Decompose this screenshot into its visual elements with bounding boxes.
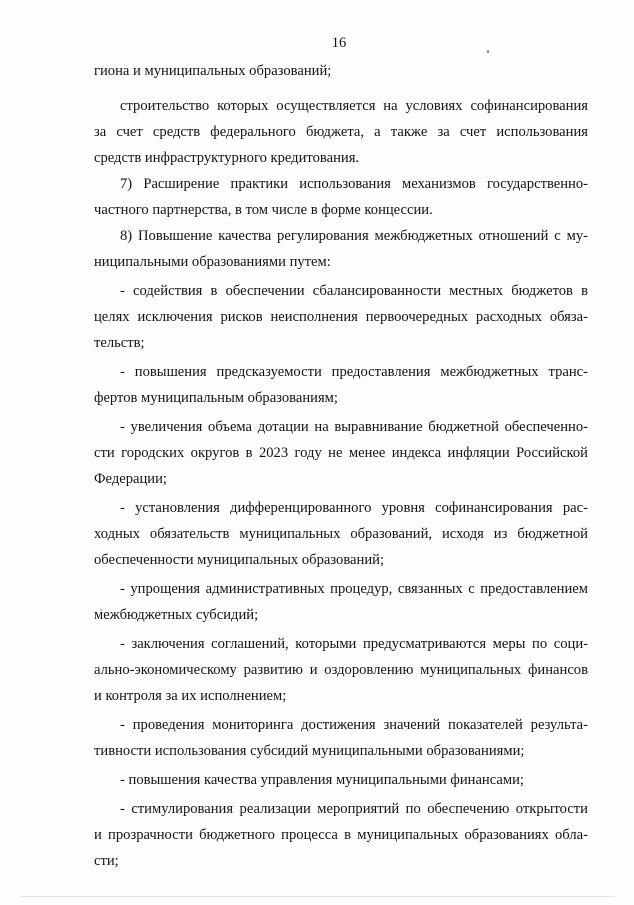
list-item-line: - увеличения объема дотации на выравнивание бюджетной обеспеченно- — [120, 419, 588, 435]
list-item-line: - повышения качества управления муниципальными финансами; — [120, 772, 524, 788]
text-line: межбюджетных субсидий; — [94, 607, 259, 623]
page-number: 16 — [331, 35, 347, 51]
text-line: сти городских округов в 2023 году не менее индекса инфляции Российской — [94, 445, 588, 461]
text-line: и контроля за их исполнением; — [94, 688, 287, 704]
text-line: за счет средств федерального бюджета, а также за счет использования — [94, 124, 588, 140]
list-item-line: - проведения мониторинга достижения значений показателей результа- — [120, 717, 588, 733]
text-line: средств инфраструктурного кредитования. — [94, 150, 360, 166]
text-line: фертов муниципальным образованиям; — [94, 390, 338, 406]
text-line: частного партнерства, в том числе в форме концессии. — [94, 202, 433, 218]
text-line: тивности использования субсидий муниципальными образованиями; — [94, 743, 525, 759]
text-line: целях исключения рисков неисполнения первоочередных расходных обяза- — [94, 309, 588, 325]
body-text — [94, 58, 588, 874]
text-line: обеспеченности муниципальных образований; — [94, 552, 385, 568]
text-line: ниципальными образованиями путем: — [94, 254, 331, 270]
paragraph-line: 7) Расширение практики использования механизмов государственно- — [120, 176, 588, 192]
text-line: ходных обязательств муниципальных образований, исходя из бюджетной — [94, 526, 588, 542]
scan-speck — [487, 50, 489, 53]
text-line: ально-экономическому развитию и оздоровлению муниципальных финансов — [94, 662, 588, 678]
list-item-line: - упрощения административных процедур, связанных с предоставлением — [120, 581, 588, 597]
text-line: и прозрачности бюджетного процесса в муниципальных образованиях обла- — [94, 827, 588, 843]
list-item-line: - установления дифференцированного уровня софинансирования рас- — [120, 500, 588, 516]
text-line: тельств; — [94, 335, 145, 351]
list-item-line: - заключения соглашений, которыми предусматриваются меры по соци- — [120, 636, 588, 652]
paragraph-line: 8) Повышение качества регулирования межбюджетных отношений с му- — [120, 228, 588, 244]
text-line: гиона и муниципальных образований; — [94, 63, 332, 79]
scan-edge-divider — [20, 896, 614, 897]
text-line: сти; — [94, 853, 119, 869]
paragraph-line: строительство которых осуществляется на условиях софинансирования — [120, 98, 588, 114]
list-item-line: - повышения предсказуемости предоставления межбюджетных транс- — [120, 364, 588, 380]
text-line: Федерации; — [94, 471, 167, 487]
list-item-line: - стимулирования реализации мероприятий по обеспечению открытости — [120, 801, 588, 817]
list-item-line: - содействия в обеспечении сбалансированности местных бюджетов в — [120, 283, 588, 299]
